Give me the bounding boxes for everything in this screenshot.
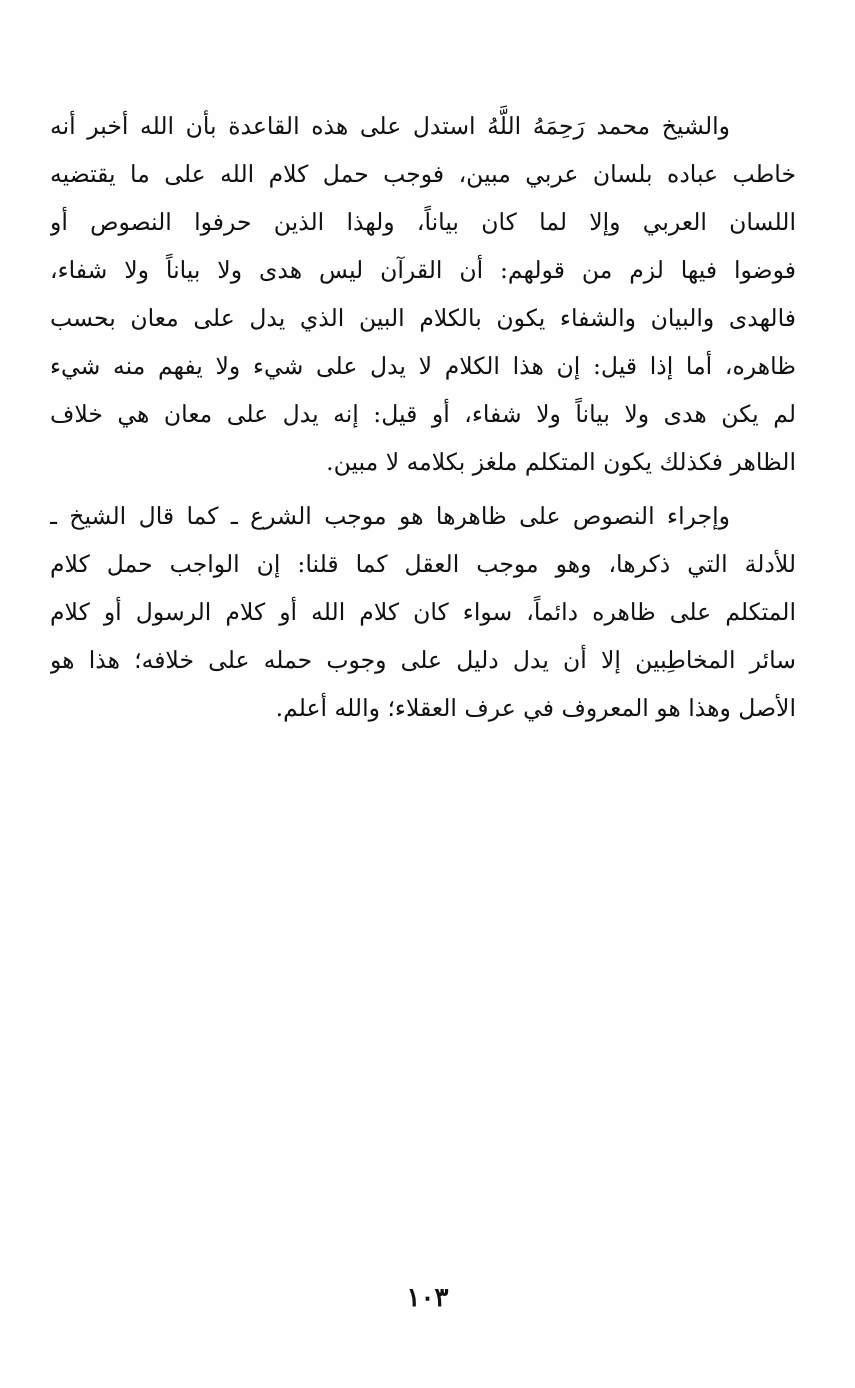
text-line: خاطب عباده بلسان عربي مبين، فوجب حمل كلام الله على ما يقتضيه xyxy=(50,160,796,188)
text-line: الأصل وهذا هو المعروف في عرف العقلاء؛ والله أعلم. xyxy=(275,694,796,722)
body-text xyxy=(50,102,796,732)
text-line: اللسان العربي وإلا لما كان بياناً، ولهذا الذين حرفوا النصوص أو xyxy=(50,208,796,236)
text-line: فوضوا فيها لزم من قولهم: أن القرآن ليس هدى ولا بياناً ولا شفاء، xyxy=(50,256,796,284)
text-line: المتكلم على ظاهره دائماً، سواء كان كلام الله أو كلام الرسول أو كلام xyxy=(50,598,796,626)
text-line: ظاهره، أما إذا قيل: إن هذا الكلام لا يدل على شيء ولا يفهم منه شيء xyxy=(50,352,796,380)
text-line: وإجراء النصوص على ظاهرها هو موجب الشرع ـ كما قال الشيخ ـ xyxy=(50,502,730,530)
page-number: ١٠٣ xyxy=(406,1283,449,1313)
text-line: الظاهر فكذلك يكون المتكلم ملغز بكلامه لا مبين. xyxy=(326,448,796,476)
text-line: للأدلة التي ذكرها، وهو موجب العقل كما قلنا: إن الواجب حمل كلام xyxy=(50,550,796,578)
text-line: والشيخ محمد رَحِمَهُ اللَّهُ استدل على هذه القاعدة بأن الله أخبر أنه xyxy=(50,112,730,140)
text-line: فالهدى والبيان والشفاء يكون بالكلام البين الذي يدل على معان بحسب xyxy=(50,304,796,332)
text-line: سائر المخاطِبين إلا أن يدل دليل على وجوب حمله على خلافه؛ هذا هو xyxy=(50,646,796,674)
text-line: لم يكن هدى ولا بياناً ولا شفاء، أو قيل: إنه يدل على معان هي خلاف xyxy=(50,400,796,428)
